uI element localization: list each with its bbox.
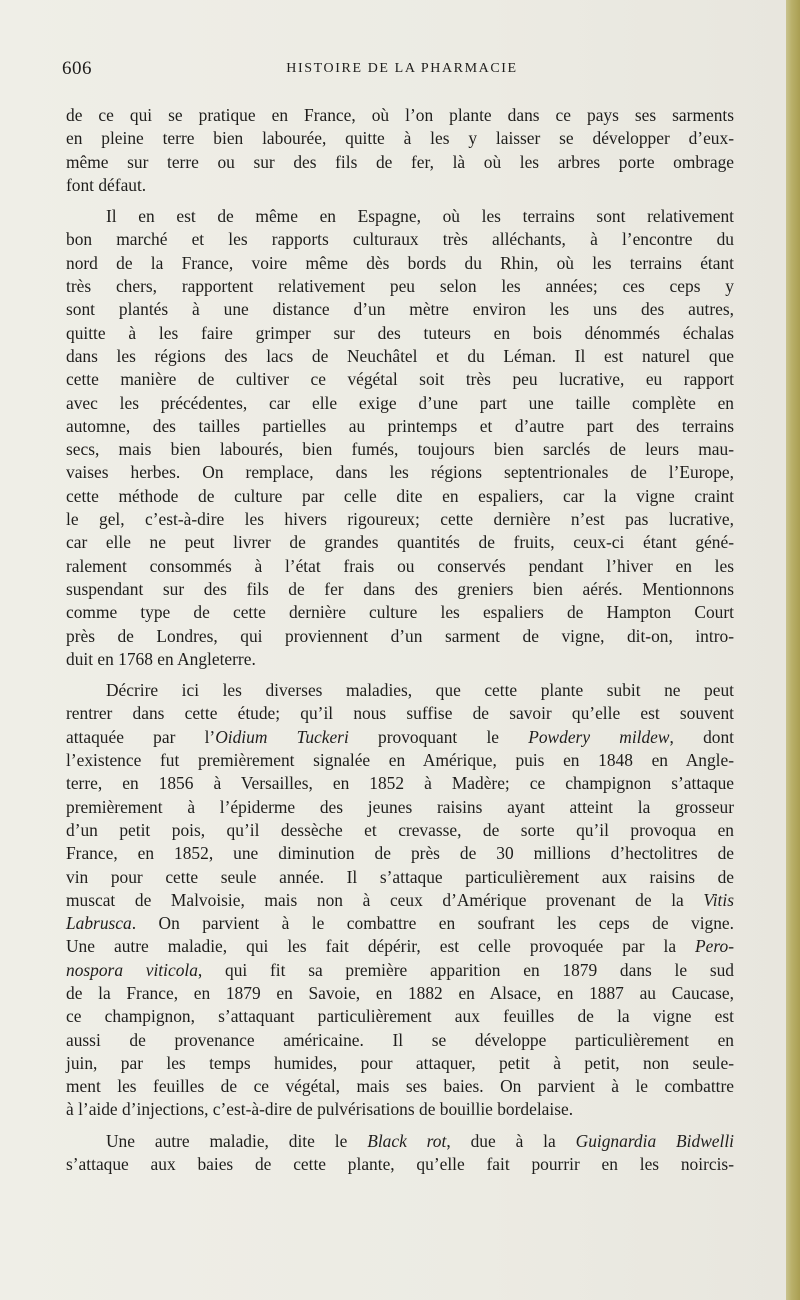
text-line: Une autre maladie, qui les fait dépérir, est celle provoquée par la Pero- <box>66 936 734 957</box>
text-line: cette manière de cultiver ce végétal soit très peu lucrative, eu rapport <box>66 369 734 390</box>
text-line: juin, par les temps humides, pour attaquer, petit à petit, non seule- <box>66 1052 734 1073</box>
text-line: près de Londres, qui proviennent d’un sarment de vigne, dit-on, intro- <box>66 625 734 646</box>
text-line: de ce qui se pratique en France, où l’on plante dans ce pays ses sarments <box>66 105 734 125</box>
text-line: dans les régions des lacs de Neuchâtel et du Léman. Il est naturel que <box>66 345 734 366</box>
text-line: attaquée par l’Oidium Tuckeri provoquant le Powdery mildew, dont <box>66 726 734 747</box>
text-line: ment les feuilles de ce végétal, mais ses baies. On parvient à le combattre <box>66 1076 734 1097</box>
text-line: secs, mais bien labourés, bien fumés, toujours bien sarclés de leurs mau- <box>66 439 734 460</box>
paragraph <box>66 1130 734 1177</box>
paragraph <box>66 205 734 671</box>
text-line: de la France, en 1879 en Savoie, en 1882 en Alsace, en 1887 au Caucase, <box>66 982 734 1003</box>
text-line: avec les précédentes, car elle exige d’une part une taille complète en <box>66 392 734 413</box>
text-line: bon marché et les rapports culturaux très alléchants, à l’encontre du <box>66 229 734 250</box>
text-line: muscat de Malvoisie, mais non à ceux d’Amérique provenant de la Vitis <box>66 889 734 910</box>
text-line: le gel, c’est-à-dire les hivers rigoureux; cette dernière n’est pas lucrative, <box>66 509 734 530</box>
text-line: vaises herbes. On remplace, dans les régions septentrionales de l’Europe, <box>66 462 734 483</box>
text-line: l’existence fut premièrement signalée en Amérique, puis en 1848 en Angle- <box>66 750 734 771</box>
page-header <box>62 58 742 86</box>
page-number: 606 <box>62 58 92 79</box>
text-line: premièrement à l’épiderme des jeunes raisins ayant atteint la grosseur <box>66 796 734 817</box>
text-line: Labrusca. On parvient à le combattre en soufrant les ceps de vigne. <box>66 913 734 934</box>
text-line: terre, en 1856 à Versailles, en 1852 à Madère; ce champignon s’attaque <box>66 773 734 794</box>
text-line: à l’aide d’injections, c’est-à-dire de pulvérisations de bouillie bordelaise. <box>66 1099 574 1120</box>
text-line: rentrer dans cette étude; qu’il nous suffise de savoir qu’elle est souvent <box>66 703 734 724</box>
text-line: quitte à les faire grimper sur des tuteurs en bois dénommés échalas <box>66 322 734 343</box>
text-line: vin pour cette seule année. Il s’attaque particulièrement aux raisins de <box>66 866 734 887</box>
text-line: comme type de cette dernière culture les espaliers de Hampton Court <box>66 602 734 623</box>
paragraph <box>66 104 734 197</box>
text-line: Une autre maladie, dite le Black rot, due à la Guignardia Bidwelli <box>106 1130 735 1151</box>
text-line: très chers, rapportent relativement peu selon les années; ces ceps y <box>66 276 734 297</box>
text-line: Il en est de même en Espagne, où les terrains sont relativement <box>106 206 734 227</box>
text-line: en pleine terre bien labourée, quitte à les y laisser se développer d’eux- <box>66 128 734 149</box>
text-line: automne, des tailles partielles au printemps et d’autre part des terrains <box>66 415 734 436</box>
text-line: aussi de provenance américaine. Il se développe particulièrement en <box>66 1029 734 1050</box>
text-line: France, en 1852, une diminution de près de 30 millions d’hectolitres de <box>66 843 734 864</box>
text-line: car elle ne peut livrer de grandes quantités de fruits, ceux-ci étant géné- <box>66 532 734 553</box>
text-line: sont plantés à une distance d’un mètre environ les uns des autres, <box>66 299 734 320</box>
paragraph <box>66 679 734 1122</box>
text-line: duit en 1768 en Angleterre. <box>66 648 256 669</box>
text-line: Décrire ici les diverses maladies, que cette plante subit ne peut <box>106 680 734 701</box>
text-line: s’attaque aux baies de cette plante, qu’elle fait pourrir en les noircis- <box>66 1154 734 1175</box>
text-line: nord de la France, voire même dès bords du Rhin, où les terrains étant <box>66 252 734 273</box>
text-line: font défaut. <box>66 174 147 195</box>
body-text <box>66 104 734 1176</box>
page-binding-edge <box>786 0 800 1300</box>
text-line: suspendant sur des fils de fer dans des greniers bien aérés. Mentionnons <box>66 578 734 599</box>
running-title: HISTOIRE DE LA PHARMACIE <box>286 61 518 76</box>
text-line: cette méthode de culture par celle dite en espaliers, car la vigne craint <box>66 485 734 506</box>
text-line: nospora viticola, qui fit sa première apparition en 1879 dans le sud <box>66 959 734 980</box>
text-line: même sur terre ou sur des fils de fer, là où les arbres porte ombrage <box>66 151 734 172</box>
text-line: d’un petit pois, qu’il dessèche et crevasse, de sorte qu’il provoqua en <box>66 819 734 840</box>
text-line: ce champignon, s’attaquant particulièrement aux feuilles de la vigne est <box>66 1006 734 1027</box>
text-line: ralement consommés à l’état frais ou conservés pendant l’hiver en les <box>66 555 734 576</box>
